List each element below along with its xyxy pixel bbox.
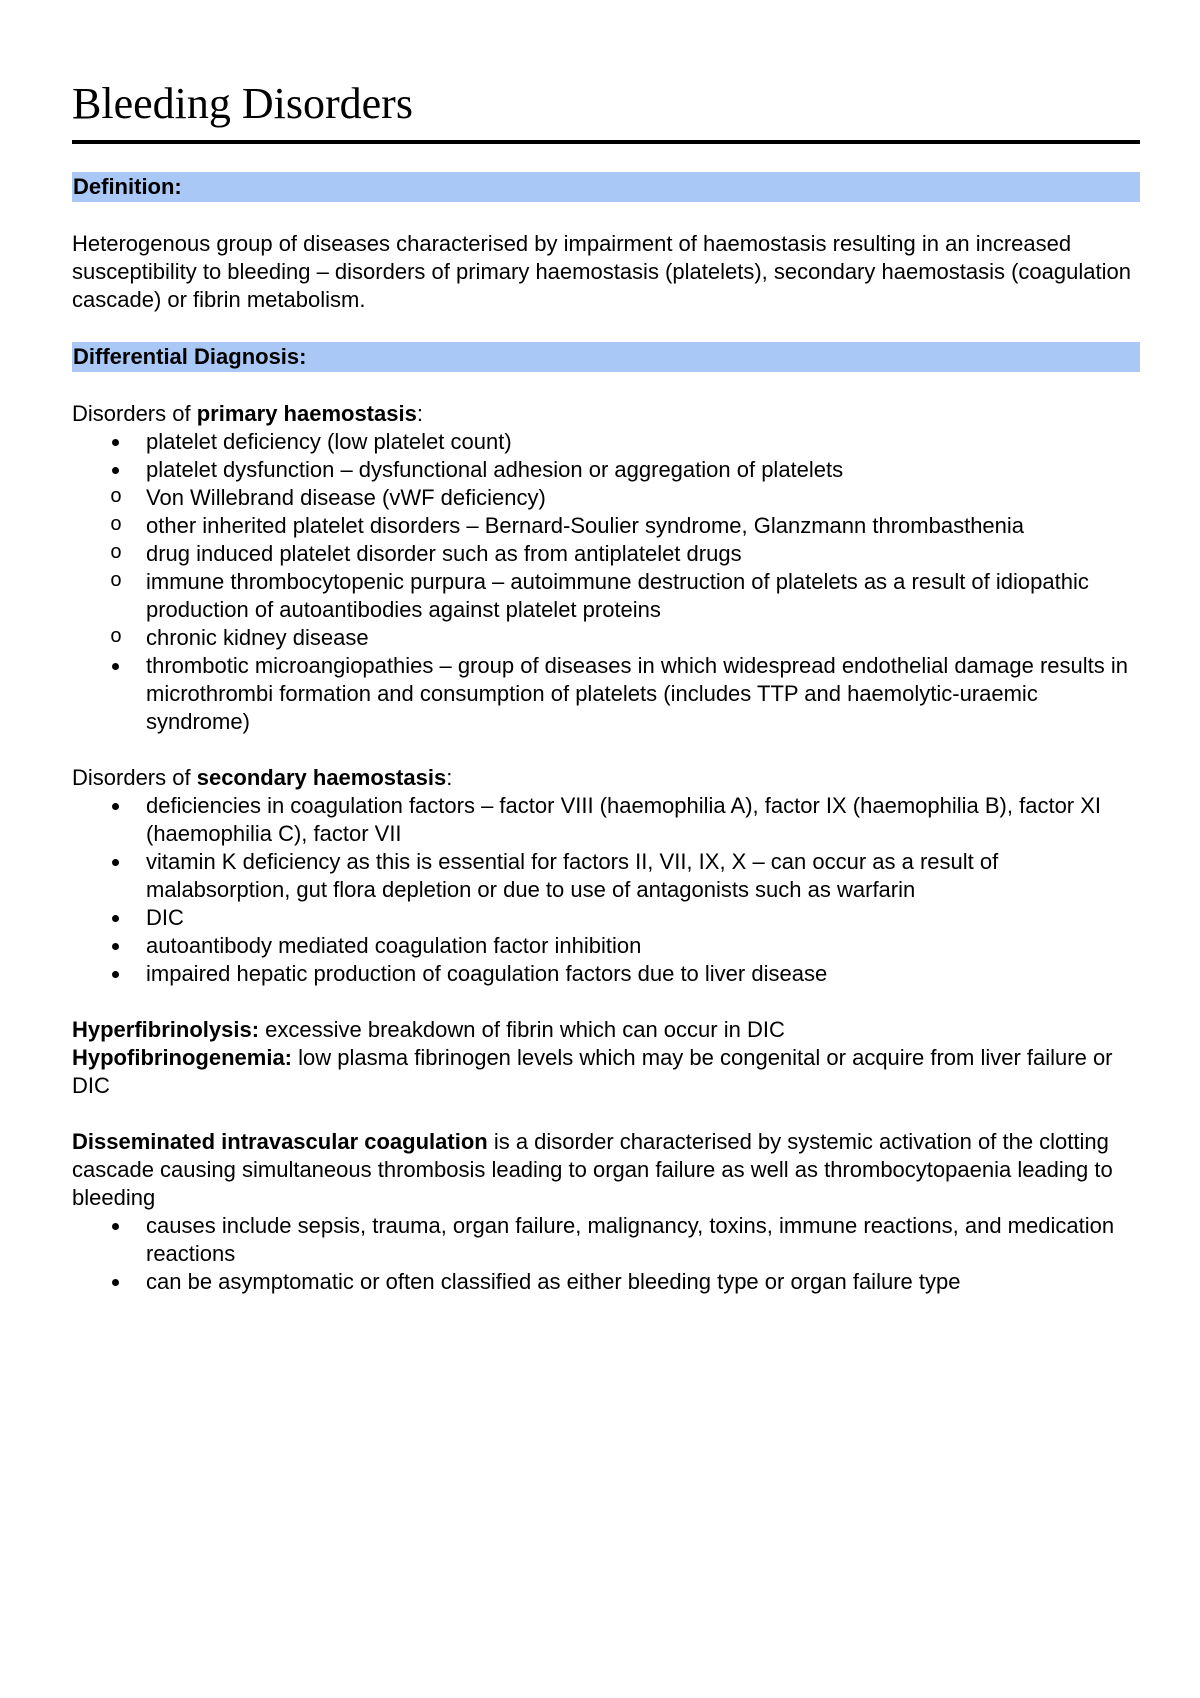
differential-header: Differential Diagnosis: xyxy=(72,342,1140,372)
primary-intro-bold: primary haemostasis xyxy=(196,401,417,426)
document-page xyxy=(72,0,1140,1296)
primary-list-cont xyxy=(72,652,1140,736)
primary-list xyxy=(72,428,1140,484)
hypofibrinogenemia-line xyxy=(72,1044,1140,1100)
secondary-list xyxy=(72,792,1140,988)
list-item: platelet deficiency (low platelet count) xyxy=(72,428,1140,456)
primary-intro-prefix: Disorders of xyxy=(72,401,197,426)
primary-intro-suffix: : xyxy=(416,401,423,426)
sublist-item: o drug induced platelet disorder such as from antiplatelet drugs xyxy=(72,540,1140,568)
list-item: autoantibody mediated coagulation factor inhibition xyxy=(72,932,1140,960)
hypofibrinogenemia-text: low plasma fibrinogen levels which may be congenital or acquire from liver failure or DIC xyxy=(72,1045,1113,1098)
hyperfibrinolysis-text: excessive breakdown of fibrin which can occur in DIC xyxy=(259,1017,785,1042)
list-item: vitamin K deficiency as this is essential for factors II, VII, IX, X – can occur as a result of malabsorption, gut flora depletion or due to use of antagonists such as warfarin xyxy=(72,848,1140,904)
list-item: DIC xyxy=(72,904,1140,932)
hypofibrinogenemia-term: Hypofibrinogenemia: xyxy=(72,1045,293,1070)
sublist-item: o immune thrombocytopenic purpura – autoimmune destruction of platelets as a result of idiopathic production of autoantibodies against platelet proteins xyxy=(72,568,1140,624)
definition-text: Heterogenous group of diseases characterised by impairment of haemostasis resulting in an increased susceptibility to bleeding – disorders of primary haemostasis (platelets), secondary haemostasis (coagulation cascade) or fibrin metabolism. xyxy=(72,231,1131,312)
list-item xyxy=(72,456,1140,484)
hyperfibrinolysis-line xyxy=(72,1016,1140,1044)
secondary-intro-bold: secondary haemostasis xyxy=(196,765,447,790)
secondary-intro-prefix: Disorders of xyxy=(72,765,197,790)
dic-term: Disseminated intravascular coagulation xyxy=(72,1129,488,1154)
definition-header: Definition: xyxy=(72,172,1140,202)
list-item: deficiencies in coagulation factors – factor VIII (haemophilia A), factor IX (haemophilia B), factor XI (haemophilia C), factor VII xyxy=(72,792,1140,848)
list-item-text: platelet dysfunction – dysfunctional adhesion or aggregation of platelets xyxy=(146,457,844,482)
primary-intro xyxy=(72,400,1140,428)
page-title: Bleeding Disorders xyxy=(72,78,1140,144)
secondary-intro-suffix: : xyxy=(446,765,453,790)
sublist-item: o Von Willebrand disease (vWF deficiency) xyxy=(72,484,1140,512)
secondary-intro xyxy=(72,764,1140,792)
dic-list xyxy=(72,1212,1140,1296)
primary-sublist xyxy=(72,484,1140,652)
sublist-item: o other inherited platelet disorders – Bernard-Soulier syndrome, Glanzmann thrombasthenia xyxy=(72,512,1140,540)
hyperfibrinolysis-term: Hyperfibrinolysis: xyxy=(72,1017,260,1042)
list-item: thrombotic microangiopathies – group of diseases in which widespread endothelial damage results in microthrombi formation and consumption of platelets (includes TTP and haemolytic-uraemic syndrome) xyxy=(72,652,1140,736)
dic-text: is a disorder characterised by systemic activation of the clotting cascade causing simultaneous thrombosis leading to organ failure as well as thrombocytopaenia leading to bleeding xyxy=(72,1129,1113,1210)
list-item: impaired hepatic production of coagulation factors due to liver disease xyxy=(72,960,1140,988)
list-item: causes include sepsis, trauma, organ failure, malignancy, toxins, immune reactions, and medication reactions xyxy=(72,1212,1140,1268)
list-item: can be asymptomatic or often classified as either bleeding type or organ failure type xyxy=(72,1268,1140,1296)
dic-paragraph xyxy=(72,1128,1140,1212)
sublist-item: o chronic kidney disease xyxy=(72,624,1140,652)
